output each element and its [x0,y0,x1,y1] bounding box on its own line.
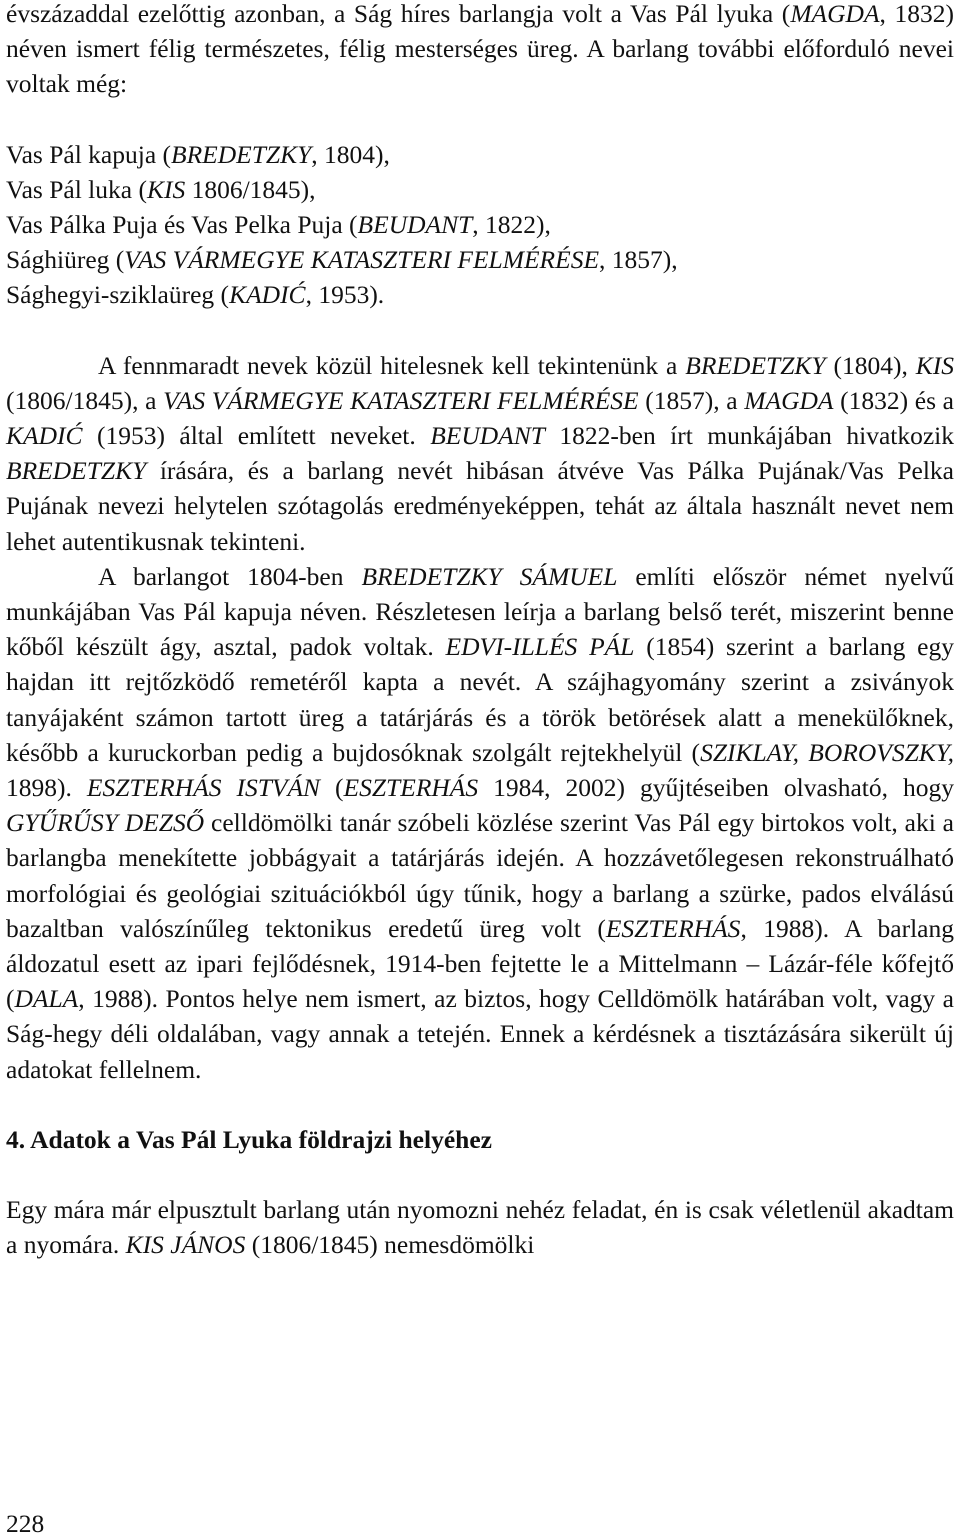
list-item: Vas Pál kapuja (BREDETZKY, 1804), [6,139,390,169]
author-citation: KADIĆ [229,280,306,310]
body-paragraph: Egy mára már elpusztult barlang után nyomozni nehéz feladat, én is csak véletlenül akadtam a nyomára. KIS JÁNOS (1806/1845) nemesdömölki [6,1195,954,1260]
cave-names-list [6,137,954,313]
text-run: , 1832) néven ismert félig természetes, félig mesterséges üreg. A barlang további előforduló nevei voltak még: [6,0,954,99]
document-page [6,0,954,1263]
text-run: évszázaddal ezelőttig azonban, a Ság híres barlangja volt a Vas Pál lyuka ( [6,0,791,28]
author-citation: BEUDANT [357,210,473,240]
section-heading: 4. Adatok a Vas Pál Lyuka földrajzi helyéhez [6,1124,492,1154]
page-number: 228 [6,1509,45,1538]
body-paragraph: A fennmaradt nevek közül hitelesnek kell tekintenünk a BREDETZKY (1804), KIS (1806/1845), a VAS VÁRMEGYE KATASZTERI FELMÉRÉSE (1857), a MAGDA (1832) és a KADIĆ (1953) által említett neveket. BEUDANT 1822-ben írt munkájában hivatkozik BREDETZKY írására, és a barlang nevét hibásan átvéve Vas Pálka Pujának/Vas Pelka Pujának nevezi helytelen szótagolás eredményeképpen, tehát az általa használt nevet nem lehet autentikusnak tekinteni. [6,350,955,556]
list-item: Vas Pál luka (KIS 1806/1845), [6,174,316,204]
list-item: Vas Pálka Puja és Vas Pelka Puja (BEUDANT, 1822), [6,210,551,240]
list-item: Sághiüreg (VAS VÁRMEGYE KATASZTERI FELMÉRÉSE, 1857), [6,245,678,275]
author-citation: BREDETZKY [171,139,312,169]
author-citation: VAS VÁRMEGYE KATASZTERI FELMÉRÉSE [124,245,600,275]
list-item: Sághegyi-sziklaüreg (KADIĆ, 1953). [6,280,385,310]
author-citation: KIS [146,174,186,204]
body-paragraph: A barlangot 1804-ben BREDETZKY SÁMUEL említi először német nyelvű munkájában Vas Pál kapuja néven. Részletesen leírja a barlang belső terét, miszerint benne kőből készült ágy, asztal, padok voltak. EDVI-ILLÉS PÁL (1854) szerint a barlang egy hajdan itt rejtőzködő remetéről kapta a nevét. A szájhagyomány szerint a zsiványok tanyájaként számon tartott üreg a tatárjárás és a török betörések alatt a menekülőknek, később a kuruckorban pedig a bujdosóknak szolgált rejtekhelyül (SZIKLAY, BOROVSZKY, 1898). ESZTERHÁS ISTVÁN (ESZTERHÁS 1984, 2002) gyűjtéseiben olvasható, hogy GYŰRŰSY DEZSŐ celldömölki tanár szóbeli közlése szerint Vas Pál egy birtokos volt, aki a barlangba menekítette jobbágyait a tatárjárás idején. A hozzávetőlegesen rekonstruálható morfológiai és geológiai szituációkból úgy tűnik, hogy a barlang a szürke, pados elválású bazaltban valószínűleg tektonikus eredetű üreg volt (ESZTERHÁS, 1988). A barlang áldozatul esett az ipari fejlődésnek, 1914-ben fejtette le a Mittelmann – Lázár-féle kőfejtő (DALA, 1988). Pontos helye nem ismert, az biztos, hogy Celldömölk határában volt, vagy a Ság-hegy déli oldalában, vagy annak a tetején. Ennek a kérdésnek a tisztázására sikerült új adatokat fellelnem. [6,561,954,1084]
intro-paragraph [6,0,954,102]
author-citation: MAGDA [790,0,880,28]
